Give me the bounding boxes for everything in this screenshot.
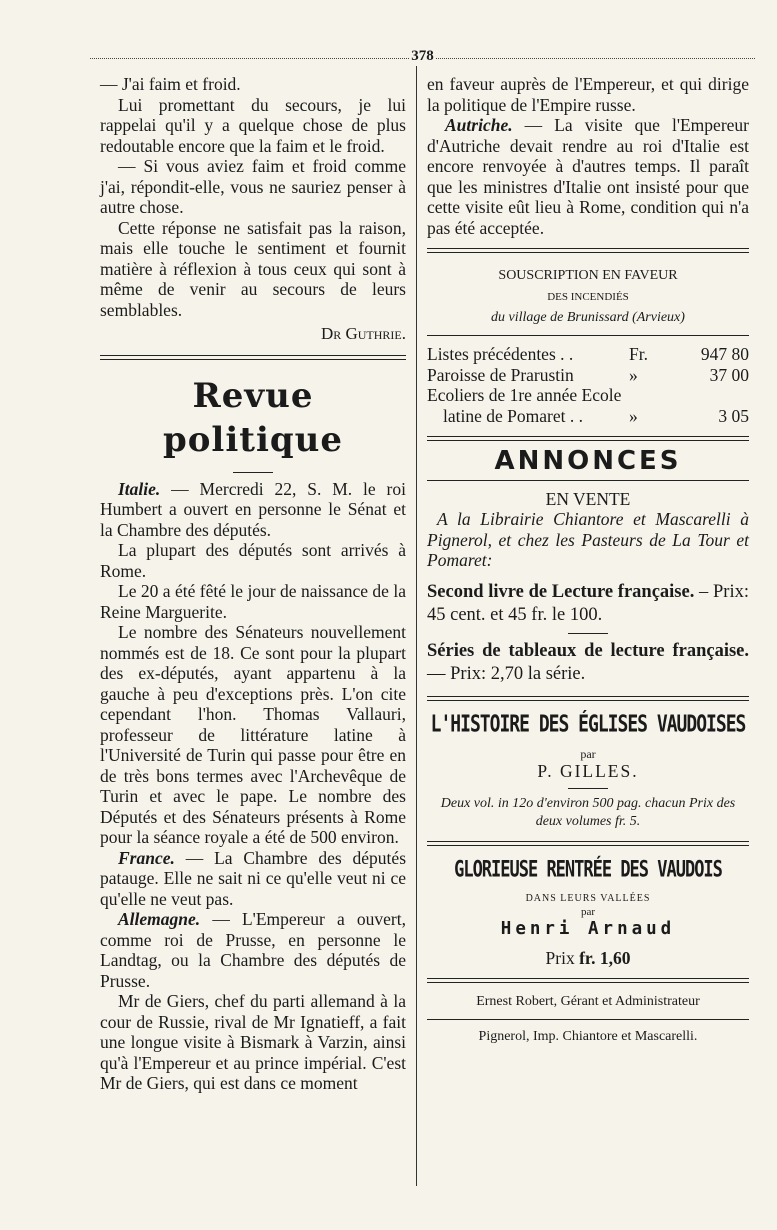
en-vente: EN VENTE: [545, 488, 631, 509]
section-divider-5: [427, 841, 749, 846]
autriche-label: Autriche.: [445, 115, 513, 135]
souscription-row: Ecoliers de 1re année Ecole: [427, 385, 622, 405]
page-header: [90, 48, 755, 70]
gilles-rule: [568, 788, 608, 789]
glorieuse-prix: [427, 948, 749, 969]
page-number: 378: [411, 48, 434, 64]
italie-para: [100, 479, 406, 541]
prix-value: fr. 1,60: [579, 947, 631, 968]
allemagne-para-2: Mr de Giers, chef du parti allemand à la cour de Russie, rival de Mr Ignatieff, a fait une longue visite à Bismark à Varzin, ainsi qu'à l'Empereur et au prince impérial. C'est Mr de Giers, qui est dans ce moment: [100, 991, 406, 1093]
france-label: France.: [118, 847, 175, 868]
intro-para-4: Cette réponse ne satisfait pas la raison, mais elle touche le sentiment et fournit matière à réflexion à tous ceux qui sont à même de venir au secours de leurs semblables.: [100, 217, 406, 320]
souscription-rule: [427, 335, 749, 336]
annonces-heading: ANNONCES: [494, 446, 682, 476]
dans-vallees: DANS LEURS VALLÉES: [525, 893, 651, 904]
gerant-rule: [427, 1019, 749, 1020]
histoire-title: L'HISTOIRE DES ÉGLISES VAUDOISES: [430, 710, 746, 738]
gerant-line: Ernest Robert, Gérant et Administrateur: [476, 994, 700, 1009]
france-para: [100, 848, 406, 910]
book1-price: – Prix: 45 cent. et 45 fr. le 100.: [427, 581, 749, 625]
glorieuse-par: par: [580, 906, 596, 918]
continuation-para: en faveur auprès de l'Empereur, et qui dirige la politique de l'Empire russe.: [427, 74, 749, 115]
allemagne-para: [100, 909, 406, 991]
book2-title: Séries de tableaux de lecture française.: [427, 640, 749, 661]
section-divider-4: [427, 696, 749, 701]
souscription-subtitle: DES INCENDIÉS: [547, 291, 629, 303]
title-rule: [233, 472, 273, 473]
intro-para-2: Lui promettant du secours, je lui rappelai qu'il y a quelque chose de plus redoutable encore que la faim et le froid.: [100, 94, 406, 156]
gilles-name: P. GILLES.: [537, 761, 639, 781]
section-divider-2: [427, 248, 749, 253]
souscription-title: SOUSCRIPTION EN FAVEUR: [498, 268, 678, 283]
italie-para-4: Le nombre des Sénateurs nouvellement nommés est de 18. Ce sont pour la plupart des ex-députés, ayant appartenu à la gauche à peu d'exceptions près. L'on cite cependant l'hon. Thomas Vallauri, professeur de littérature latine à l'Université de Turin qui passe pour être en de très bons termes avec l'Archevêque de Turin et avec le pape. Le nombre des Députés et des Sénateurs présents à Rome pour la séance royale a été de 500 environ.: [100, 622, 406, 847]
section-divider-3: [427, 436, 749, 441]
gilles-description: Deux vol. in 12o d'environ 500 pag. chacun Prix des deux volumes fr. 5.: [440, 795, 736, 829]
signature: Dr Guthrie.: [320, 324, 406, 343]
souscription-row: Listes précédentes . . Fr. 947 80: [427, 344, 749, 364]
italie-text: — Mercredi 22, S. M. le roi Humbert a ouvert en personne le Sénat et la Chambre des députés.: [100, 478, 406, 540]
annonces-rule: [427, 480, 749, 481]
souscription-row: latine de Pomaret . . » 3 05: [443, 405, 749, 426]
italie-para-2: La plupart des députés sont arrivés à Rome.: [100, 540, 406, 581]
intro-para-3: — Si vous aviez faim et froid comme j'ai, répondit-elle, vous ne sauriez penser à autre chose.: [100, 156, 406, 217]
glorieuse-title: GLORIEUSE RENTRÉE DES VAUDOIS: [454, 856, 722, 883]
allemagne-label: Allemagne.: [118, 909, 201, 929]
france-text: — La Chambre des députés patauge. Elle ne sait ni ce qu'elle veut ni ce qu'elle ne veut pas.: [100, 847, 406, 909]
italie-para-3: Le 20 a été fêté le jour de naissance de la Reine Marguerite.: [100, 581, 406, 622]
prix-label: Prix: [545, 947, 575, 968]
arnaud-name: Henri Arnaud: [500, 919, 676, 939]
histoire-par: par: [580, 747, 596, 761]
section-divider-6: [427, 978, 749, 983]
book2: [427, 640, 749, 686]
left-column: [100, 74, 406, 1094]
right-column: [427, 74, 749, 1046]
column-divider: [416, 66, 417, 1186]
book1-title: Second livre de Lecture française.: [427, 581, 695, 602]
souscription-row: Paroisse de Prarustin » 37 00: [427, 364, 749, 385]
imprimerie-line: Pignerol, Imp. Chiantore et Mascarelli.: [478, 1029, 698, 1044]
autriche-text: — La visite que l'Empereur d'Autriche devait rendre au roi d'Italie est encore renvoyée à d'autres temps. Il paraît que les ministres d'Italie ont insisté pour que cette visite eût lieu à Rome, condition qui n'a pas été acceptée.: [427, 115, 749, 238]
intro-para-1: — J'ai faim et froid.: [100, 74, 241, 94]
book1: [427, 581, 749, 627]
italie-label: Italie.: [118, 478, 161, 499]
book2-price: — Prix: 2,70 la série.: [427, 663, 586, 684]
souscription-list: [427, 344, 749, 426]
section-divider: [100, 355, 406, 360]
revue-title: Revue politique: [162, 375, 344, 460]
libraire-text: A la Librairie Chiantore et Mascarelli à Pignerol, et chez les Pasteurs de La Tour et Pomaret:: [427, 509, 749, 570]
autriche-para: [427, 115, 749, 238]
allemagne-text: — L'Empereur a ouvert, comme roi de Prusse, en personne le Landtag, ou la Chambre des députés de Prusse.: [100, 909, 406, 991]
book-rule: [568, 633, 608, 634]
souscription-place: du village de Brunissard (Arvieux): [491, 310, 685, 325]
